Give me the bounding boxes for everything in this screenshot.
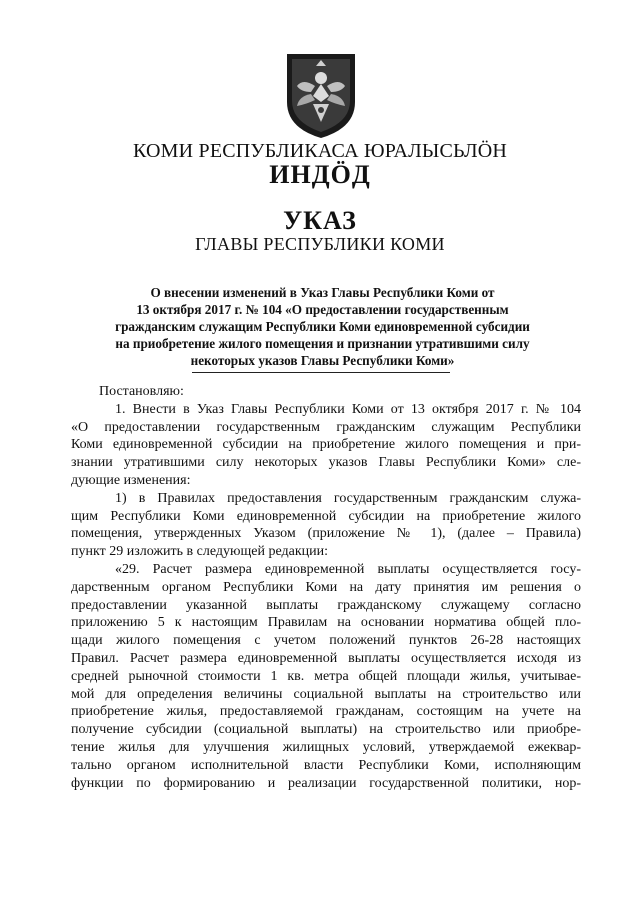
title-line: гражданским служащим Республики Коми единовременной субсидии: [115, 319, 530, 334]
body-line: дующие изменения:: [71, 472, 191, 488]
body-line: 1) в Правилах предоставления государственным гражданским служа-: [115, 490, 581, 506]
body-line: приобретение жилья, предоставляемой гражданам, состоящим на учете на: [71, 704, 581, 720]
title-line: на приобретение жилого помещения и признании утратившими силу: [115, 336, 530, 351]
body-line: Постановляю:: [99, 384, 184, 399]
indod-heading: ИНДÖД: [269, 160, 371, 189]
document-title: [80, 284, 565, 369]
body-line: дарственным органом Республики Коми на дату принятия им решения о: [71, 579, 581, 595]
coat-of-arms-komi-emblem: [283, 50, 359, 140]
body-line: знании утратившими силу некоторых указов Главы Республики Коми» сле-: [71, 455, 581, 471]
title-line: некоторых указов Главы Республики Коми»: [190, 353, 455, 368]
body-line: средней рыночной стоимости 1 кв. метра общей площади жилья, учитывае-: [71, 668, 581, 684]
body-line: приложению 5 к настоящим Правилам на основании норматива общей пло-: [71, 615, 581, 631]
body-line: тение жилья для улучшения жилищных условий, утверждаемой ежеквар-: [71, 739, 581, 755]
body-line: помещения, утвержденных Указом (приложение № 1), (далее – Правила): [71, 526, 581, 542]
body-line: 1. Внести в Указ Главы Республики Коми от 13 октября 2017 г. № 104: [115, 401, 581, 417]
title-line: 13 октября 2017 г. № 104 «О предоставлении государственным: [136, 302, 509, 317]
glavy-heading: ГЛАВЫ РЕСПУБЛИКИ КОМИ: [195, 234, 445, 254]
body-line: пункт 29 изложить в следующей редакции:: [71, 544, 328, 560]
document-body: [71, 383, 581, 792]
body-line: предоставлении указанной выплаты гражданскому служащему согласно: [71, 597, 581, 613]
title-line: О внесении изменений в Указ Главы Республики Коми от: [150, 285, 495, 300]
body-line: «29. Расчет размера единовременной выплаты осуществляется госу-: [115, 561, 581, 577]
body-line: получение субсидии (социальной выплаты) на строительство или приобре-: [71, 722, 581, 738]
body-line: тально органом исполнительной власти Республики Коми, исполняющим: [71, 757, 581, 773]
body-line: Правил. Расчет размера единовременной выплаты осуществляется исходя из: [71, 650, 581, 666]
ukaz-heading: УКАЗ: [283, 206, 357, 235]
body-line: щим Республики Коми единовременной субсидии на приобретение жилого: [71, 508, 581, 524]
body-line: Коми единовременной субсидии на приобретение жилого помещения и при-: [71, 437, 581, 453]
republic-komi-heading: КОМИ РЕСПУБЛИКАСА ЮРАЛЫСЬЛÖН: [132, 140, 507, 162]
body-line: щади жилого помещения с учетом положений пунктов 26-28 настоящих: [71, 633, 581, 649]
title-divider: [192, 372, 450, 373]
body-line: «О предоставлении государственным гражданским служащим Республики: [71, 419, 581, 435]
body-line: функции по формированию и реализации государственной политики, нор-: [71, 775, 581, 791]
body-line: мой для определения величины социальной выплаты на строительство или: [71, 686, 581, 702]
